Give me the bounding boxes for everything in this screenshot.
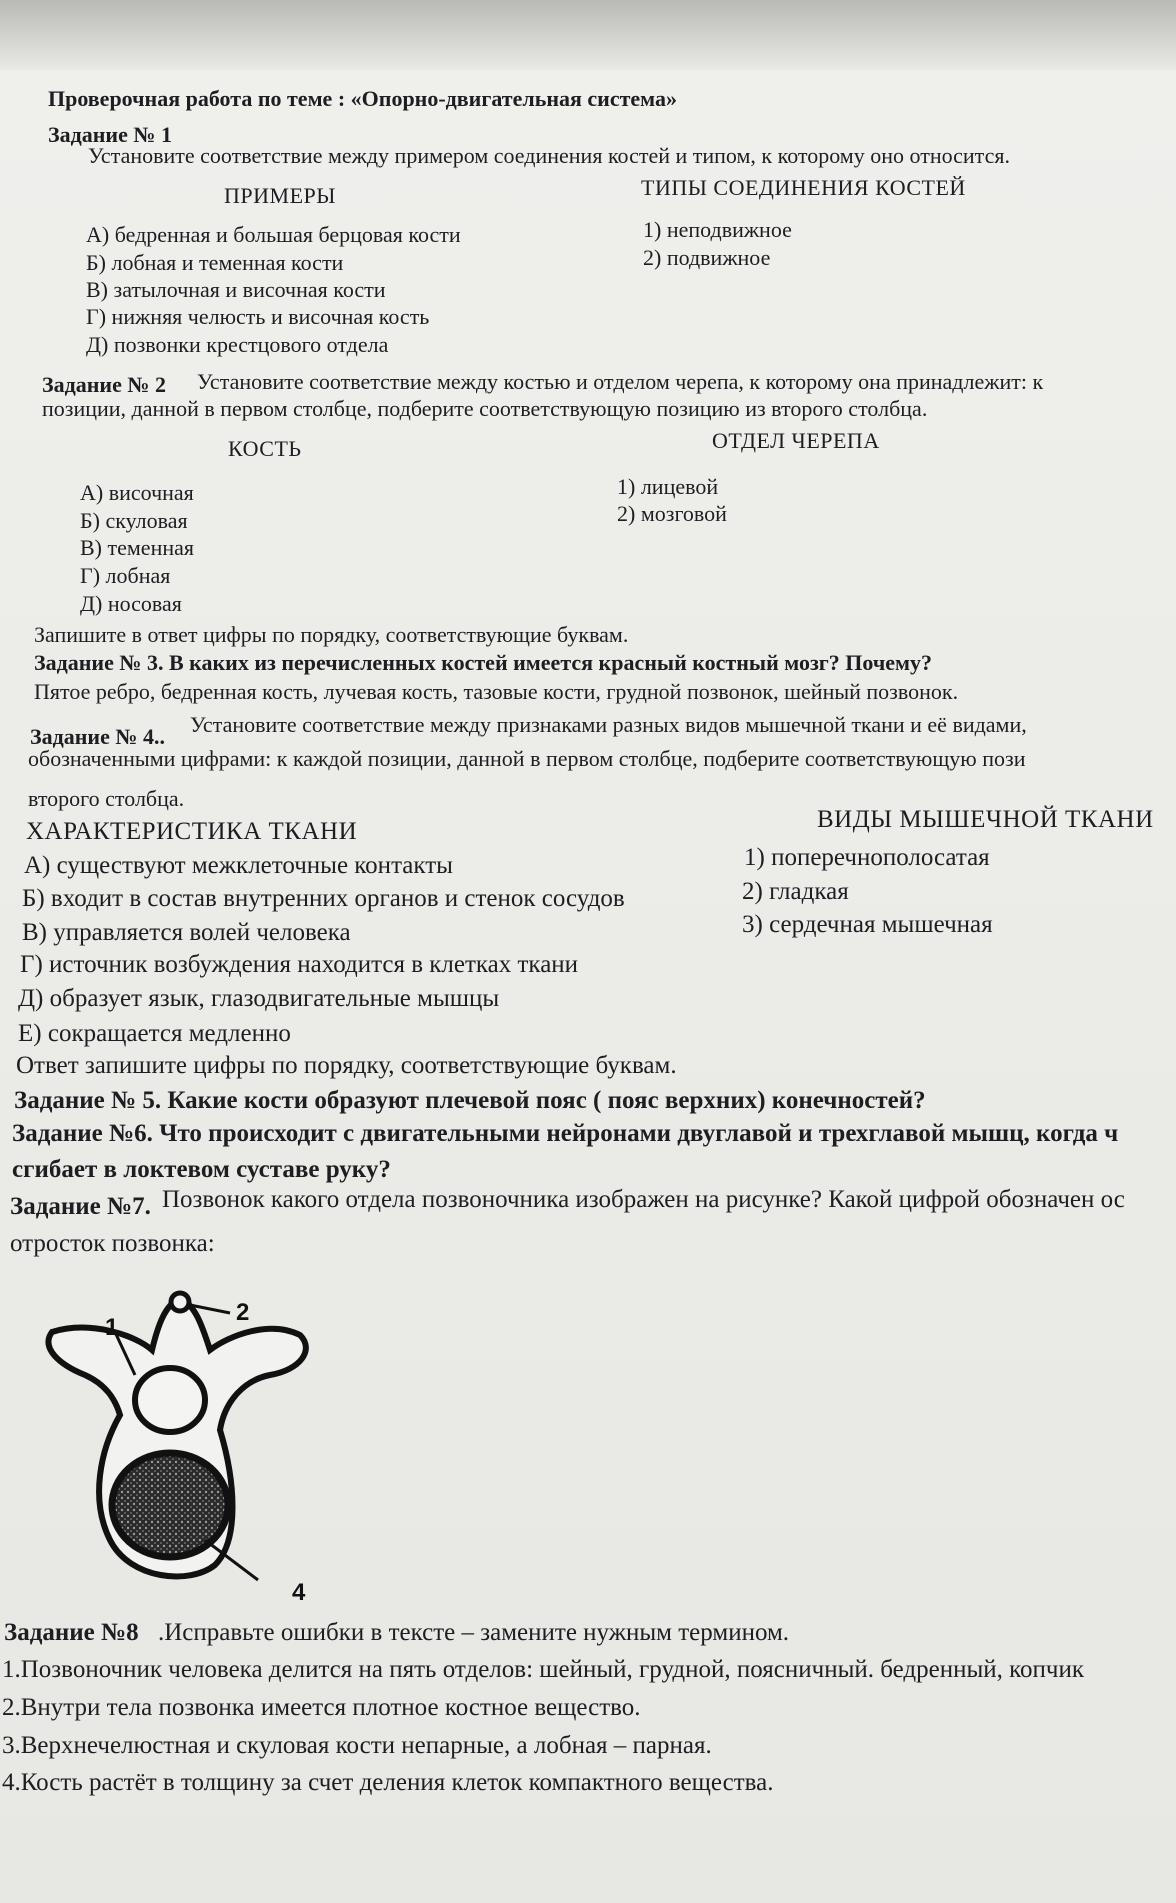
task2-section-2: 2) мозговой <box>617 501 727 526</box>
task4-left-header: ХАРАКТЕРИСТИКА ТКАНИ <box>26 818 358 845</box>
task4-type-2: 2) гладкая <box>742 878 849 905</box>
task4-type-3: 3) сердечная мышечная <box>742 911 993 938</box>
task8-instruction: .Исправьте ошибки в тексте – замените нужным термином. <box>158 1619 790 1646</box>
task3-title: Задание № 3. В каких из перечисленных костей имеется красный костный мозг? Почему? <box>34 650 932 675</box>
task2-line2: позиции, данной в первом столбце, подберите соответствующую позицию из второго столбца. <box>42 396 928 421</box>
task7-title: Задание №7. <box>10 1193 151 1220</box>
task8-item-4: 4.Кость растёт в толщину за счет деления клеток компактного вещества. <box>2 1769 774 1796</box>
task1-left-header: ПРИМЕРЫ <box>224 183 336 208</box>
task1-instruction: Установите соответствие между примером соединения костей и типом, к которому оно относится. <box>88 143 1010 168</box>
task2-item-v: В) теменная <box>80 535 194 560</box>
task1-item-a: А) бедренная и большая берцовая кости <box>86 222 461 247</box>
task8-title: Задание №8 <box>4 1619 139 1646</box>
task4-line1: Установите соответствие между признаками разных видов мышечной ткани и её видами, <box>190 712 1027 737</box>
task1-item-b: Б) лобная и теменная кости <box>86 250 344 275</box>
task4-item-b: Б) входит в состав внутренних органов и стенок сосудов <box>22 885 625 912</box>
task5-title: Задание № 5. Какие кости образуют плечевой пояс ( пояс верхних) конечностей? <box>14 1087 926 1114</box>
task4-item-e: Е) сокращается медленно <box>18 1020 291 1047</box>
task2-left-header: КОСТЬ <box>228 436 302 461</box>
task3-list: Пятое ребро, бедренная кость, лучевая кость, тазовые кости, грудной позвонок, шейный позвонок. <box>34 679 959 704</box>
task4-item-g: Г) источник возбуждения находится в клетках ткани <box>20 951 579 978</box>
task8-item-1: 1.Позвоночник человека делится на пять отделов: шейный, грудной, поясничный. бедренный, копчик <box>2 1656 1085 1683</box>
task2-item-b: Б) скуловая <box>80 508 188 533</box>
task8-item-2: 2.Внутри тела позвонка имеется плотное костное вещество. <box>2 1694 641 1721</box>
task7-line1: Позвонок какого отдела позвоночника изображен на рисунке? Какой цифрой обозначен ос <box>162 1186 1125 1213</box>
task1-type-1: 1) неподвижное <box>643 217 792 242</box>
figure-label-2: 2 <box>236 1299 250 1326</box>
page-title: Проверочная работа по теме : «Опорно-двигательная система» <box>48 86 678 111</box>
task2-item-a: А) височная <box>80 480 194 505</box>
vertebra-figure <box>30 1280 350 1600</box>
figure-label-4: 4 <box>292 1579 306 1600</box>
task7-line2: отросток позвонка: <box>10 1230 215 1257</box>
task2-item-g: Г) лобная <box>80 563 171 588</box>
task4-item-d: Д) образует язык, глазодвигательные мышцы <box>18 985 500 1012</box>
task4-line3: второго столбца. <box>28 786 185 811</box>
task4-answer-note: Ответ запишите цифры по порядку, соответствующие буквам. <box>16 1052 677 1079</box>
task1-item-v: В) затылочная и височная кости <box>86 277 386 302</box>
task2-item-d: Д) носовая <box>80 591 182 616</box>
task2-right-header: ОТДЕЛ ЧЕРЕПА <box>712 428 880 453</box>
task4-type-1: 1) поперечнополосатая <box>744 844 990 871</box>
task4-right-header: ВИДЫ МЫШЕЧНОЙ ТКАНИ <box>817 806 1154 833</box>
task4-item-v: В) управляется волей человека <box>22 919 351 946</box>
task8-item-3: 3.Верхнечелюстная и скуловая кости непарные, а лобная – парная. <box>2 1732 712 1759</box>
task4-line2: обозначенными цифрами: к каждой позиции, данной в первом столбце, подберите соответствующую пози <box>28 746 1026 771</box>
task1-right-header: ТИПЫ СОЕДИНЕНИЯ КОСТЕЙ <box>641 175 966 200</box>
task2-title: Задание № 2 <box>42 372 166 397</box>
task2-line1: Установите соответствие между костью и отделом черепа, к которому она принадлежит: к <box>197 369 1044 394</box>
task6-line1: Задание №6. Что происходит с двигательными нейронами двуглавой и трехглавой мышц, когда ч <box>12 1120 1119 1147</box>
task2-answer-note: Запишите в ответ цифры по порядку, соответствующие буквам. <box>34 622 629 647</box>
task1-title: Задание № 1 <box>48 122 172 147</box>
task2-section-1: 1) лицевой <box>617 474 719 499</box>
task1-type-2: 2) подвижное <box>643 245 771 270</box>
task6-line2: сгибает в локтевом суставе руку? <box>12 1156 391 1183</box>
task4-title: Задание № 4.. <box>30 724 165 749</box>
task4-item-a: А) существуют межклеточные контакты <box>24 852 453 879</box>
task1-item-g: Г) нижняя челюсть и височная кость <box>86 304 430 329</box>
figure-label-1: 1 <box>105 1314 119 1341</box>
task1-item-d: Д) позвонки крестцового отдела <box>86 332 389 357</box>
